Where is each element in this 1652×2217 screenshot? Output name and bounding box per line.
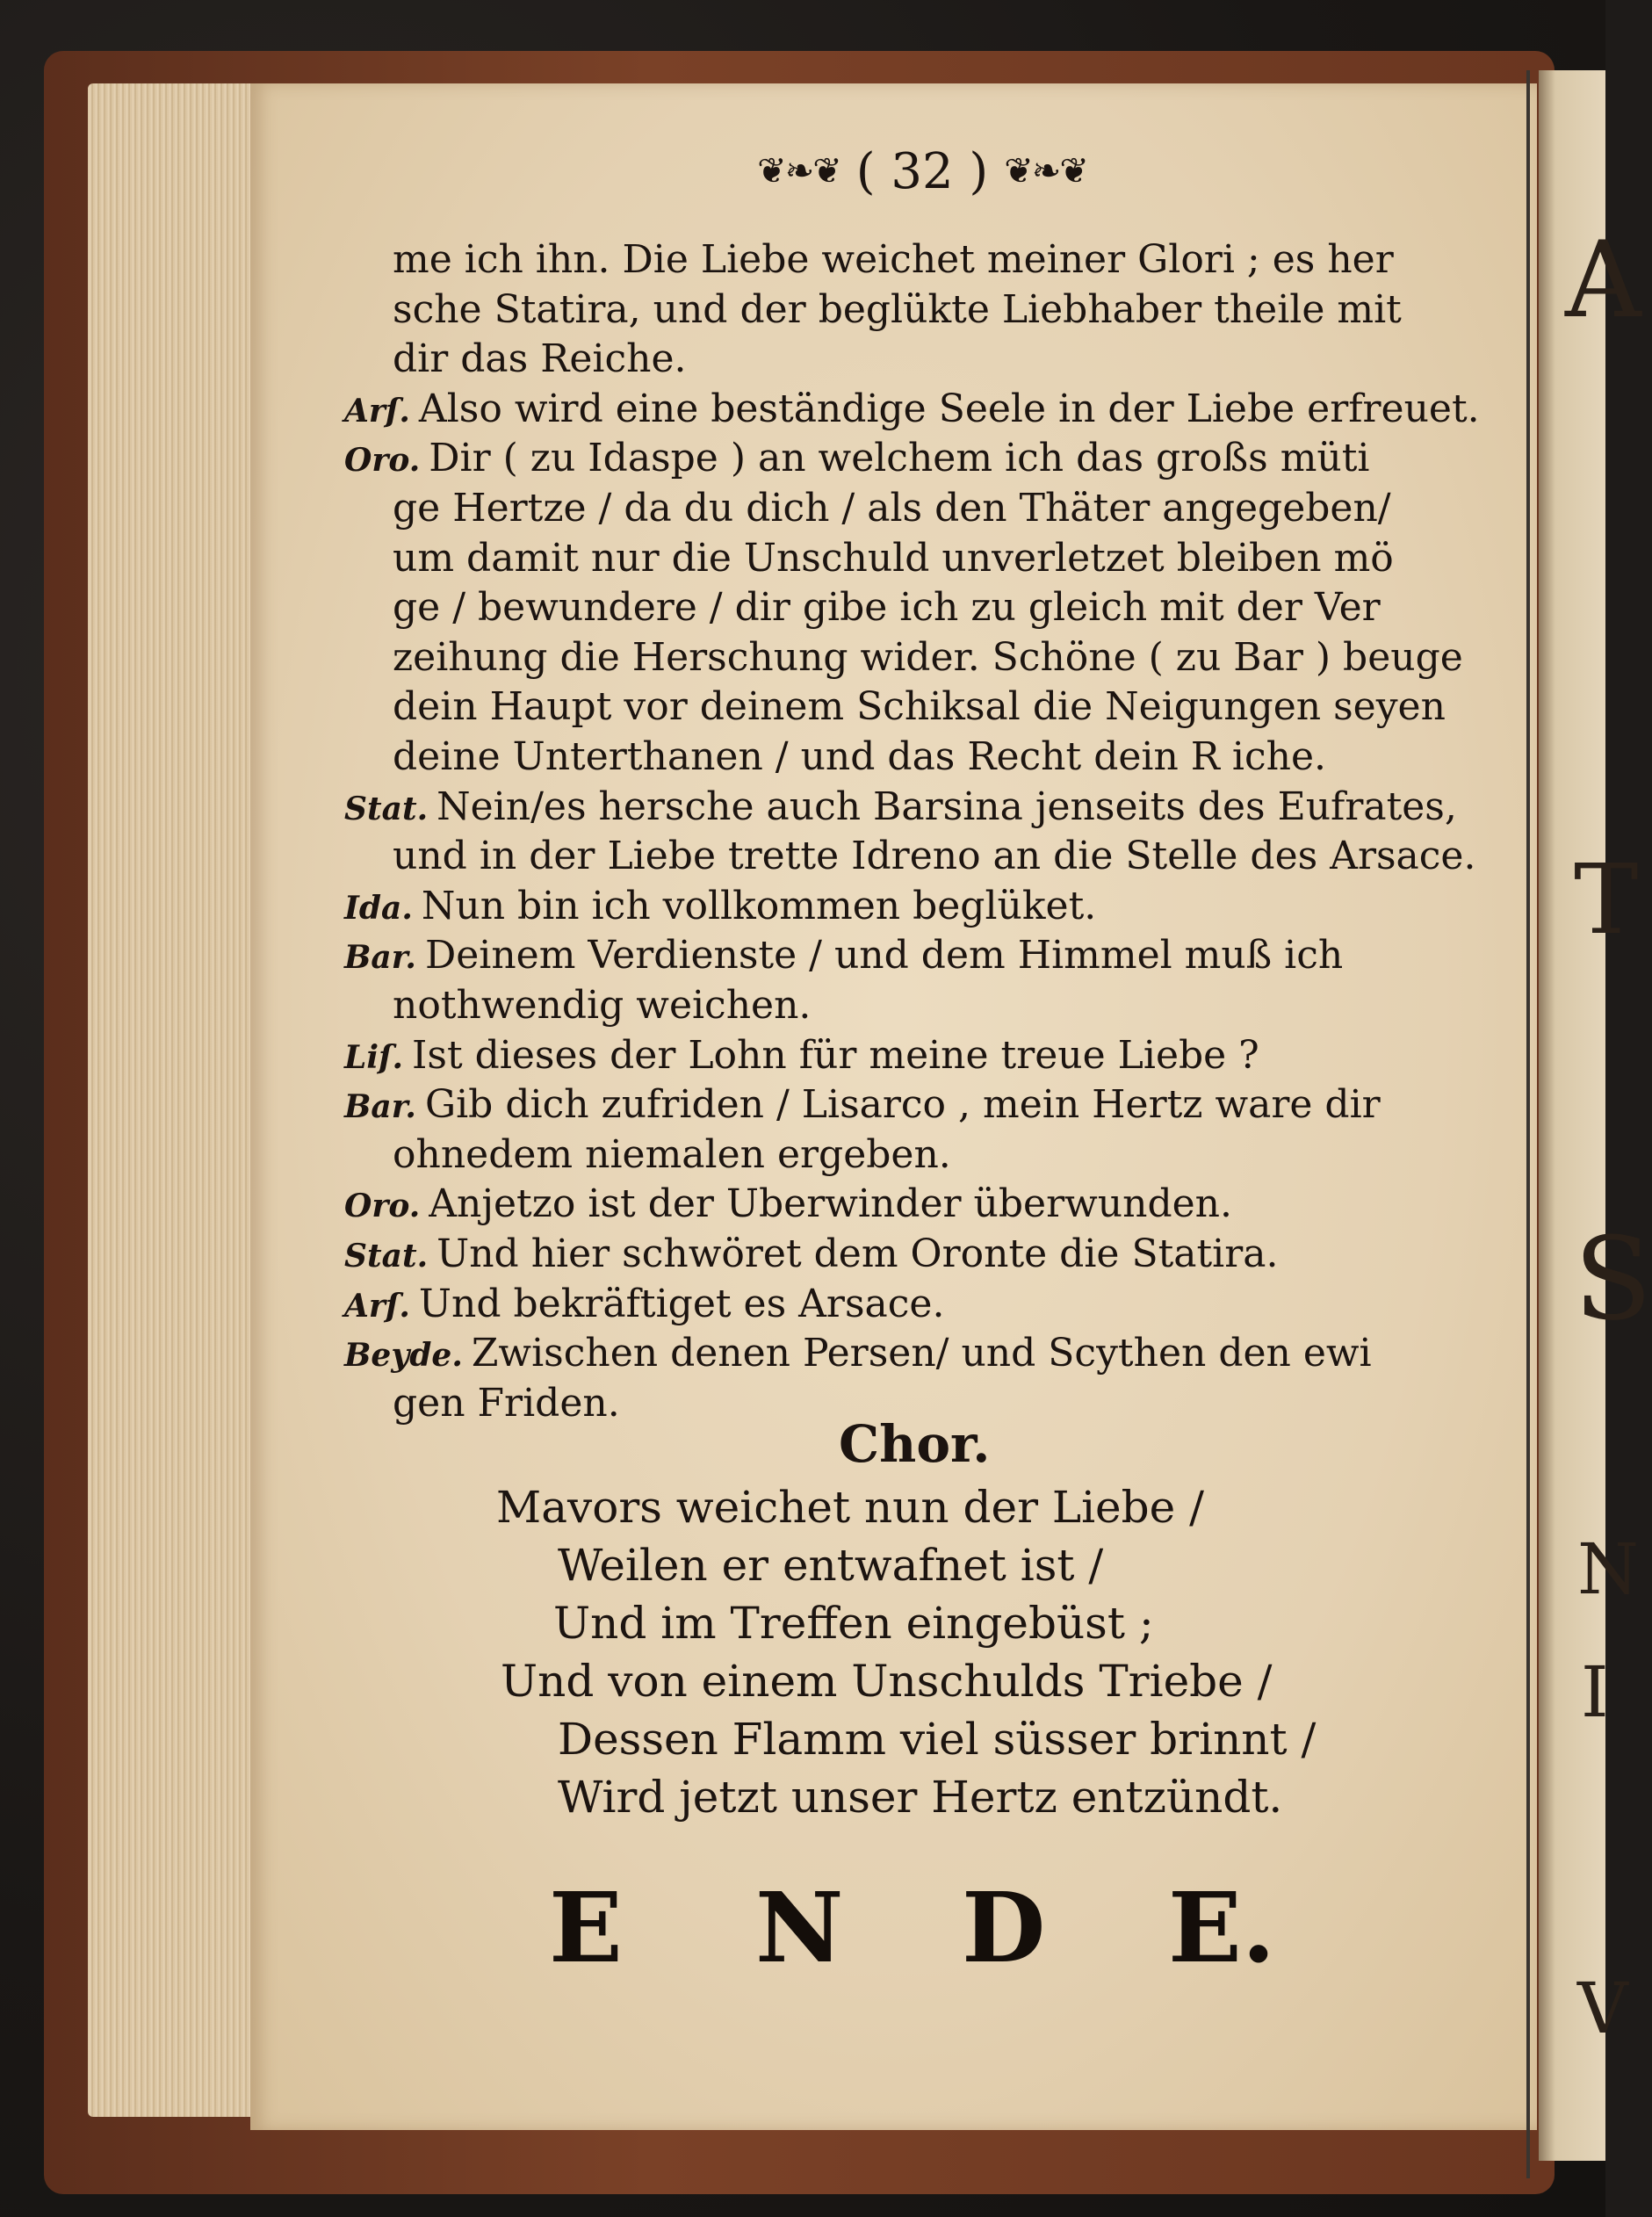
speaker-label: Arſ. — [344, 392, 410, 430]
speaker-label: Stat. — [344, 1238, 429, 1275]
line-text: deine Unterthanen / und das Recht dein R iche. — [393, 734, 1326, 779]
next-page-edge — [1539, 70, 1652, 2161]
line-text: Deinem Verdienste / und dem Himmel muß ich — [424, 933, 1344, 979]
speaker-label: Liſ. — [344, 1038, 404, 1076]
next-page-letter: T — [1574, 843, 1639, 956]
line-text: dir das Reiche. — [393, 336, 687, 382]
next-page-letter: A — [1565, 220, 1641, 342]
text-line — [344, 1230, 1279, 1281]
text-line — [393, 1379, 620, 1428]
line-text: Anjetzo ist der Uberwinder überwunden. — [429, 1181, 1232, 1227]
chor-verse: Und von einem Unschulds Triebe / — [501, 1656, 1273, 1707]
line-text: sche Statira, und der beglükte Liebhaber theile mit — [393, 286, 1402, 332]
text-line — [344, 1080, 1381, 1131]
speaker-label: Ida. — [344, 889, 413, 927]
gutter-shadow — [1526, 70, 1530, 2178]
line-text: gen Friden. — [393, 1380, 620, 1426]
next-page-letter: I — [1581, 1651, 1609, 1733]
line-text: ge / bewundere / dir gibe ich zu gleich mit der Ver — [393, 585, 1381, 631]
line-text: Dir ( zu Idaspe ) an welchem ich das großs müti — [429, 436, 1370, 481]
ende-letter: E. — [1168, 1871, 1276, 1984]
speaker-label: Beyde. — [344, 1337, 463, 1375]
speaker-label: Bar. — [344, 1088, 416, 1126]
line-text: me ich ihn. Die Liebe weichet meiner Glori ; es her — [393, 237, 1394, 282]
next-page-letter: S — [1574, 1212, 1652, 1346]
speaker-label: Arſ. — [344, 1287, 410, 1325]
page-number: ( 32 ) — [855, 142, 989, 200]
speaker-label: Oro. — [344, 1188, 421, 1225]
line-text: ge Hertze / da du dich / als den Thäter angegeben/ — [393, 486, 1391, 531]
line-text: Und hier schwöret dem Oronte die Statira. — [436, 1231, 1279, 1276]
line-text: nothwendig weichen. — [393, 983, 812, 1028]
line-text: und in der Liebe trette Idreno an die Stelle des Arsace. — [393, 834, 1476, 879]
chor-title: Chor. — [839, 1414, 991, 1474]
line-text: Ist dieses der Lohn für meine treue Liebe ? — [412, 1032, 1259, 1078]
text-line — [344, 931, 1343, 982]
text-line — [344, 1180, 1232, 1231]
ornament-right: ❦❧❦ — [1004, 151, 1087, 191]
next-page-letter: V — [1577, 1968, 1628, 2049]
text-line — [393, 832, 1475, 881]
text-line — [393, 534, 1394, 583]
text-line — [393, 733, 1326, 782]
text-line — [393, 981, 811, 1030]
line-text: dein Haupt vor deinem Schiksal die Neigungen seyen — [393, 684, 1446, 730]
line-text: Also wird eine beständige Seele in der Liebe erfreuet. — [418, 386, 1480, 431]
line-text: ohnedem niemalen ergeben. — [393, 1131, 951, 1177]
line-text: zeihung die Herschung wider. Schöne ( zu Bar ) beuge — [393, 634, 1463, 680]
ende-letter: D — [962, 1871, 1046, 1984]
chor-verse: Mavors weichet nun der Liebe / — [496, 1482, 1204, 1533]
text-line — [393, 682, 1446, 732]
text-line — [344, 1031, 1259, 1082]
next-page-letter: N — [1577, 1528, 1639, 1610]
chor-verse: Weilen er entwafnet ist / — [558, 1540, 1104, 1591]
text-line — [393, 335, 686, 384]
chor-verse: Dessen Flamm viel süsser brinnt / — [558, 1714, 1317, 1765]
ende-letter: E — [549, 1871, 623, 1984]
chor-verse: Wird jetzt unser Hertz entzündt. — [558, 1772, 1283, 1823]
speaker-label: Oro. — [344, 442, 421, 480]
text-line — [393, 285, 1402, 335]
page-header — [685, 132, 1159, 211]
line-text: Nun bin ich vollkommen beglüket. — [421, 883, 1097, 928]
line-text: um damit nur die Unschuld unverletzet bleiben mö — [393, 535, 1394, 581]
ende-letter: N — [755, 1871, 844, 1984]
text-line — [393, 583, 1381, 632]
ornament-left: ❦❧❦ — [757, 151, 840, 191]
text-line — [344, 1280, 944, 1331]
line-text: Gib dich zufriden / Lisarco , mein Hertz ware dir — [424, 1082, 1381, 1128]
text-line — [393, 1130, 951, 1180]
text-line — [393, 235, 1394, 285]
page-edges — [88, 83, 255, 2117]
text-line — [344, 385, 1480, 436]
text-line — [393, 633, 1463, 682]
text-line — [344, 434, 1370, 485]
text-line — [344, 783, 1457, 834]
text-line — [344, 1329, 1372, 1380]
text-line — [344, 882, 1096, 933]
text-line — [393, 484, 1391, 533]
line-text: Zwischen denen Persen/ und Scythen den ewi — [471, 1331, 1372, 1376]
speaker-label: Stat. — [344, 790, 429, 827]
line-text: Nein/es hersche auch Barsina jenseits des Eufrates, — [436, 784, 1457, 829]
chor-verse: Und im Treffen eingebüst ; — [553, 1598, 1154, 1649]
speaker-label: Bar. — [344, 939, 416, 977]
line-text: Und bekräftiget es Arsace. — [418, 1281, 945, 1326]
